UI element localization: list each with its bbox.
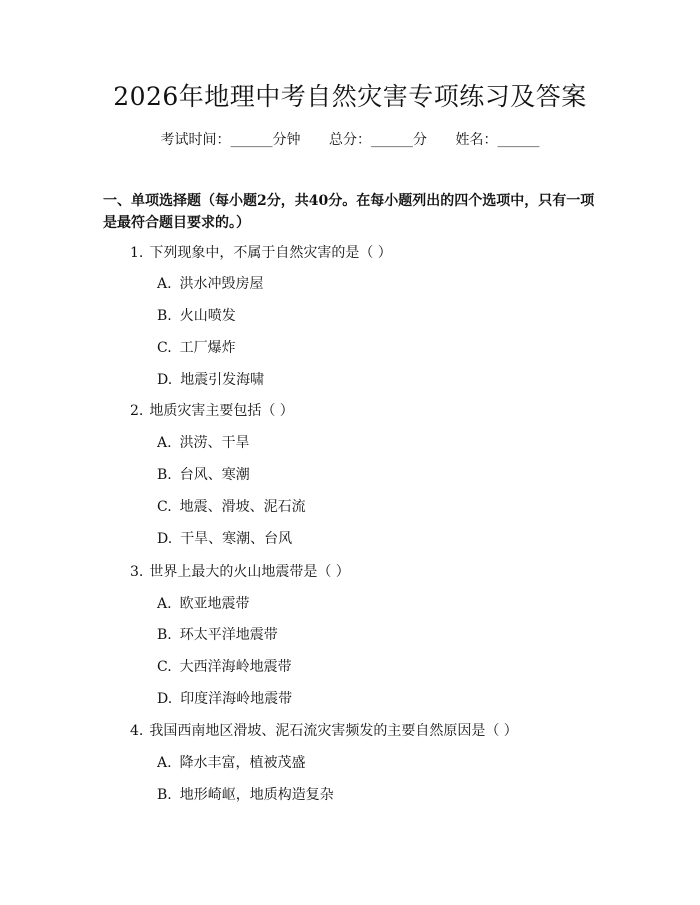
question-3-option-d bbox=[157, 689, 292, 709]
exam-meta-line bbox=[0, 130, 700, 150]
option-text: 地震引发海啸 bbox=[180, 372, 265, 388]
option-text: 环太平洋地震带 bbox=[179, 627, 278, 643]
question-2-option-b bbox=[157, 465, 250, 485]
question-1-option-a bbox=[157, 274, 264, 294]
option-text: 降水丰富，植被茂盛 bbox=[179, 755, 306, 771]
question-2-option-c bbox=[157, 497, 306, 517]
student-name-field: 姓名：______ bbox=[455, 132, 540, 148]
option-letter: B. bbox=[157, 787, 172, 803]
question-3-option-c bbox=[157, 657, 292, 677]
option-text: 干旱、寒潮、台风 bbox=[180, 531, 293, 547]
question-1 bbox=[130, 243, 392, 263]
question-text: 下列现象中，不属于自然灾害的是（ ） bbox=[149, 245, 392, 261]
question-1-option-b bbox=[157, 306, 236, 326]
question-1-option-c bbox=[157, 338, 236, 358]
option-letter: C. bbox=[157, 340, 172, 356]
option-text: 大西洋海岭地震带 bbox=[179, 659, 292, 675]
question-3-option-a bbox=[157, 594, 250, 614]
question-number: 1. bbox=[130, 245, 144, 261]
question-1-option-d bbox=[157, 370, 264, 390]
question-text: 我国西南地区滑坡、泥石流灾害频发的主要自然原因是（ ） bbox=[149, 723, 518, 739]
total-score-field: 总分：______分 bbox=[329, 132, 427, 148]
option-text: 印度洋海岭地震带 bbox=[180, 691, 293, 707]
question-2 bbox=[130, 401, 294, 421]
question-number: 3. bbox=[130, 564, 144, 580]
document-title: 2026年地理中考自然灾害专项练习及答案 bbox=[113, 82, 587, 111]
option-letter: D. bbox=[157, 531, 173, 547]
option-letter: A. bbox=[157, 276, 172, 292]
question-text: 地质灾害主要包括（ ） bbox=[149, 403, 294, 419]
question-2-option-d bbox=[157, 529, 292, 549]
option-letter: B. bbox=[157, 467, 172, 483]
option-letter: D. bbox=[157, 691, 173, 707]
option-letter: C. bbox=[157, 499, 172, 515]
option-letter: B. bbox=[157, 627, 172, 643]
question-3 bbox=[130, 562, 350, 582]
option-text: 洪水冲毁房屋 bbox=[179, 276, 264, 292]
option-text: 地形崎岖，地质构造复杂 bbox=[179, 787, 334, 803]
option-text: 火山喷发 bbox=[179, 308, 236, 324]
option-text: 台风、寒潮 bbox=[179, 467, 250, 483]
exam-time-field: 考试时间：______分钟 bbox=[160, 132, 301, 148]
question-number: 2. bbox=[130, 403, 144, 419]
option-letter: D. bbox=[157, 372, 173, 388]
option-letter: C. bbox=[157, 659, 172, 675]
question-2-option-a bbox=[157, 433, 250, 453]
option-letter: A. bbox=[157, 435, 172, 451]
option-text: 洪涝、干旱 bbox=[179, 435, 250, 451]
question-text: 世界上最大的火山地震带是（ ） bbox=[149, 564, 350, 580]
question-4 bbox=[130, 721, 518, 741]
question-4-option-b bbox=[157, 785, 334, 805]
option-letter: A. bbox=[157, 596, 172, 612]
section-heading-single-choice: 一、单项选择题（每小题2分，共40分。在每小题列出的四个选项中，只有一项是最符合题目要求的。） bbox=[103, 193, 595, 231]
question-3-option-b bbox=[157, 625, 278, 645]
option-text: 地震、滑坡、泥石流 bbox=[179, 499, 306, 515]
option-text: 欧亚地震带 bbox=[179, 596, 250, 612]
option-letter: A. bbox=[157, 755, 172, 771]
question-number: 4. bbox=[130, 723, 144, 739]
option-text: 工厂爆炸 bbox=[179, 340, 236, 356]
option-letter: B. bbox=[157, 308, 172, 324]
question-4-option-a bbox=[157, 753, 306, 773]
